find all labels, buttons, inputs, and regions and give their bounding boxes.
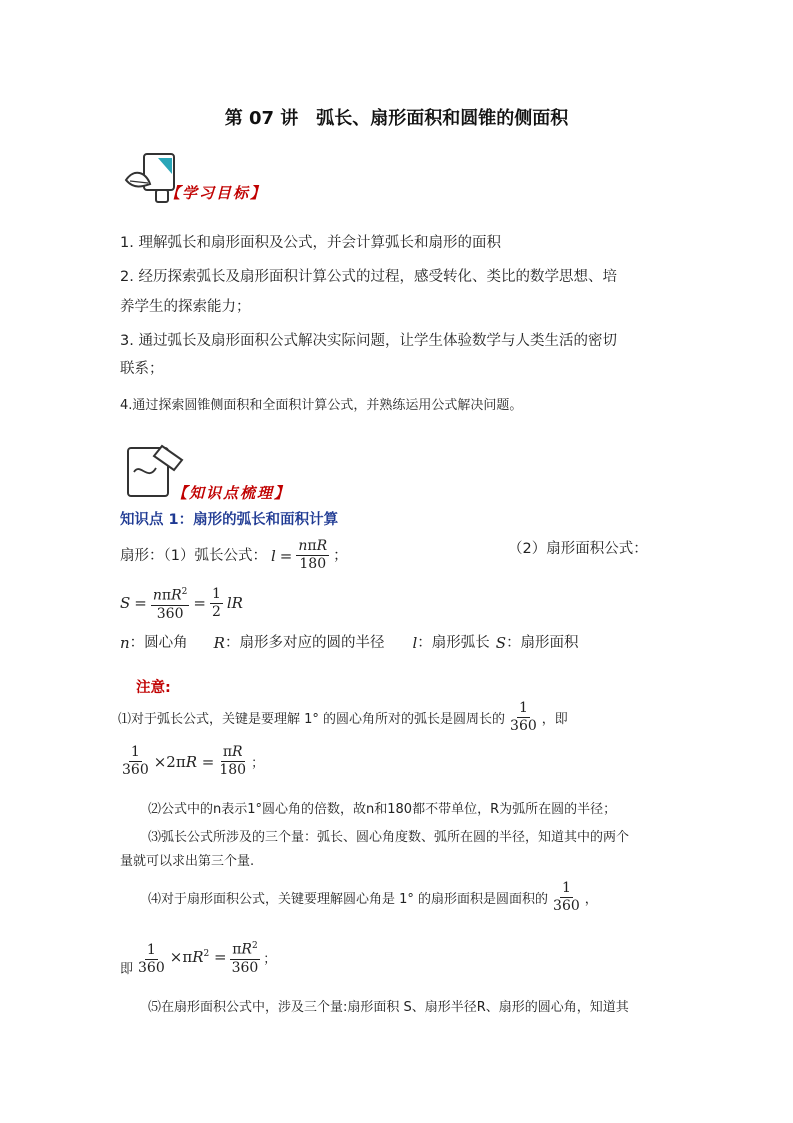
goal-2-cont: 养学生的探索能力； [120, 299, 251, 315]
arc-length-fraction: $\frac{\text{nπR}}{180}$ [298, 538, 328, 572]
area-formula-label: （2）扇形面积公式： [508, 541, 648, 557]
symbol-legend: n ：圆心角 R ：扇形多对应的圆的半径 l ：扇形弧长 S ：扇形面积 [120, 634, 579, 652]
note-4-formula: 即 $\frac{1}{360}$ $\times\pi R^2$ = $\frac{\pi R^2}{360}$ ； [120, 938, 276, 977]
page-title: 第 07 讲 弧长、扇形面积和圆锥的侧面积 [224, 108, 569, 129]
sector-label: 扇形：（1）弧长公式： [120, 547, 267, 564]
note-3: ⑶弧长公式所涉及的三个量：弧长、圆心角度数、弧所在圆的半径，知道其中的两个 [148, 830, 630, 845]
symbol-l: l [270, 546, 276, 565]
note-2: ⑵公式中的n表示1°圆心角的倍数，故n和180都不带单位，R为弧所在圆的半径； [148, 802, 617, 817]
note-1: ⑴对于弧长公式，关键是要理解 1° 的圆心角所对的弧长是圆周长的 $\frac{1}{360}$ ，即 [118, 700, 568, 734]
semicolon: ； [333, 547, 348, 564]
goals-banner: 【学习目标】 [165, 184, 268, 202]
sector-area-formula: S = $\frac{n\pi R^2}{360}$ = $\frac{1}{2}$ lR [120, 585, 243, 622]
goal-1: 1. 理解弧长和扇形面积及公式，并会计算弧长和扇形的面积 [120, 235, 501, 251]
note-1-formula: $\frac{1}{360}$ ×2πR = $\frac{\pi R}{180}$ ； [122, 744, 265, 778]
knowledge-point-1-heading: 知识点 1：扇形的弧长和面积计算 [120, 512, 339, 528]
goal-2: 2. 经历探索弧长及扇形面积计算公式的过程，感受转化、类比的数学思想、培 [120, 269, 617, 285]
notes-heading: 注意: [136, 680, 171, 696]
goal-3-cont: 联系； [120, 361, 164, 377]
goal-4: 4.通过探索圆锥侧面积和全面积计算公式，并熟练运用公式解决问题。 [120, 398, 523, 413]
note-4: ⑷对于扇形面积公式，关键要理解圆心角是 1° 的扇形面积是圆面积的 $\frac{1}{360}$ ， [148, 880, 598, 914]
goal-3: 3. 通过弧长及扇形面积公式解决实际问题，让学生体验数学与人类生活的密切 [120, 333, 617, 349]
knowledge-banner: 【知识点梳理】 [172, 484, 292, 502]
note-3-cont: 量就可以求出第三个量. [120, 854, 255, 869]
arc-length-formula-row [120, 538, 348, 573]
equals-sign: = [279, 546, 293, 565]
note-5: ⑸在扇形面积公式中，涉及三个量:扇形面积 S、扇形半径R、扇形的圆心角，知道其 [148, 1000, 629, 1015]
